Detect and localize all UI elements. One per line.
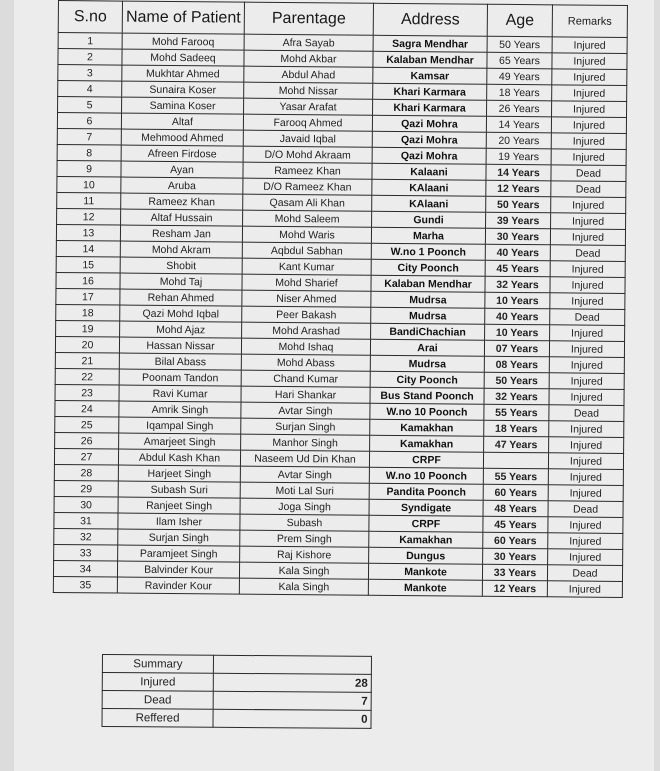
cell-parentage: Niser Ahmed: [242, 290, 371, 307]
cell-sno: 13: [56, 224, 120, 241]
cell-remarks: Injured: [552, 37, 627, 54]
cell-parentage: Avtar Singh: [241, 402, 370, 419]
cell-parentage: Mohd Nissar: [244, 82, 373, 99]
patient-list: [53, 0, 627, 598]
cell-address: Qazi Mohra: [372, 147, 486, 164]
cell-sno: 26: [55, 432, 119, 449]
cell-age: 65 Years: [487, 52, 552, 69]
cell-name: Ravinder Kour: [117, 577, 239, 594]
table-header-row: [58, 1, 627, 38]
cell-name: Hassan Nissar: [119, 337, 241, 354]
cell-sno: 29: [54, 480, 118, 497]
header-remarks: Remarks: [552, 5, 627, 38]
cell-sno: 28: [54, 464, 118, 481]
cell-sno: 30: [54, 496, 118, 513]
cell-age: 26 Years: [487, 100, 552, 117]
cell-name: Surjan Singh: [118, 529, 240, 546]
cell-parentage: Rameez Khan: [243, 162, 372, 179]
cell-sno: 15: [56, 256, 120, 273]
cell-name: Subash Suri: [118, 481, 240, 498]
cell-address: Dungus: [369, 547, 483, 564]
cell-age: 10 Years: [485, 292, 550, 309]
cell-sno: 20: [55, 336, 119, 353]
cell-parentage: Prem Singh: [240, 530, 369, 547]
cell-age: 50 Years: [486, 196, 551, 213]
cell-age: 40 Years: [485, 244, 550, 261]
cell-age: 45 Years: [485, 260, 550, 277]
cell-sno: 22: [55, 368, 119, 385]
cell-address: W.no 10 Poonch: [370, 403, 484, 420]
cell-remarks: Injured: [548, 469, 623, 486]
cell-remarks: Injured: [551, 197, 626, 214]
cell-remarks: Injured: [548, 549, 623, 566]
cell-sno: 32: [54, 528, 118, 545]
cell-remarks: Injured: [550, 261, 625, 278]
summary-value-reffered: 0: [213, 709, 371, 728]
cell-sno: 16: [56, 272, 120, 289]
summary-title-blank: [213, 655, 371, 674]
cell-remarks: Injured: [548, 453, 623, 470]
cell-remarks: Injured: [551, 133, 626, 150]
cell-parentage: Mohd Sharief: [242, 274, 371, 291]
cell-age: 12 Years: [486, 180, 551, 197]
cell-age: 32 Years: [485, 276, 550, 293]
cell-address: Kamakhan: [370, 435, 484, 452]
cell-address: Kamakhan: [370, 419, 484, 436]
cell-age: 60 Years: [483, 484, 548, 501]
cell-address: Kamsar: [373, 67, 487, 84]
cell-remarks: Injured: [552, 69, 627, 86]
cell-sno: 5: [58, 97, 122, 114]
summary-box: [101, 654, 372, 729]
cell-name: Paramjeet Singh: [118, 545, 240, 562]
cell-address: Khari Karmara: [373, 83, 487, 100]
cell-address: W.no 10 Poonch: [369, 467, 483, 484]
cell-sno: 3: [58, 65, 122, 82]
cell-remarks: Dead: [549, 405, 624, 422]
cell-name: Abdul Kash Khan: [118, 449, 240, 466]
cell-remarks: Injured: [551, 117, 626, 134]
cell-remarks: Injured: [548, 533, 623, 550]
cell-remarks: Dead: [551, 181, 626, 198]
cell-parentage: Chand Kumar: [241, 370, 370, 387]
cell-remarks: Injured: [548, 517, 623, 534]
cell-parentage: Hari Shankar: [241, 386, 370, 403]
cell-age: 33 Years: [482, 564, 547, 581]
cell-age: 14 Years: [486, 164, 551, 181]
cell-remarks: Injured: [549, 437, 624, 454]
cell-remarks: Dead: [550, 245, 625, 262]
cell-address: Pandita Poonch: [369, 483, 483, 500]
summary-label-dead: Dead: [102, 691, 213, 710]
cell-parentage: Aqbdul Sabhan: [242, 242, 371, 259]
cell-name: Shobit: [120, 257, 242, 274]
cell-remarks: Injured: [549, 421, 624, 438]
cell-address: Mudrsa: [370, 355, 484, 372]
cell-address: Kalaani: [372, 163, 486, 180]
cell-parentage: D/O Rameez Khan: [243, 178, 372, 195]
cell-name: Mehmood Ahmed: [121, 129, 243, 146]
cell-sno: 8: [57, 144, 121, 161]
cell-name: Ravi Kumar: [119, 385, 241, 402]
cell-address: KAlaani: [372, 179, 486, 196]
cell-name: Aruba: [121, 177, 243, 194]
cell-name: Ranjeet Singh: [118, 497, 240, 514]
cell-sno: 4: [58, 81, 122, 98]
cell-name: Mohd Farooq: [122, 33, 244, 50]
cell-age: 20 Years: [486, 132, 551, 149]
cell-name: Poonam Tandon: [119, 369, 241, 386]
cell-sno: 25: [55, 416, 119, 433]
cell-name: Afreen Firdose: [121, 145, 243, 162]
cell-remarks: Injured: [549, 357, 624, 374]
cell-parentage: Farooq Ahmed: [243, 114, 372, 131]
cell-parentage: Mohd Akbar: [244, 50, 373, 67]
cell-parentage: Manhor Singh: [241, 434, 370, 451]
cell-remarks: Dead: [551, 165, 626, 182]
cell-sno: 18: [56, 304, 120, 321]
cell-remarks: Dead: [547, 565, 622, 582]
cell-sno: 6: [57, 113, 121, 130]
cell-address: City Poonch: [371, 259, 485, 276]
cell-remarks: Injured: [551, 213, 626, 230]
cell-parentage: Mohd Arashad: [242, 322, 371, 339]
cell-age: 49 Years: [487, 68, 552, 85]
cell-name: Balvinder Kour: [117, 561, 239, 578]
cell-age: 39 Years: [486, 212, 551, 229]
cell-address: Khari Karmara: [373, 99, 487, 116]
cell-remarks: Injured: [549, 341, 624, 358]
cell-sno: 2: [58, 49, 122, 66]
cell-age: 12 Years: [482, 580, 547, 597]
cell-address: CRPF: [369, 515, 483, 532]
cell-parentage: Qasam Ali Khan: [243, 194, 372, 211]
cell-parentage: Kala Singh: [239, 562, 368, 579]
summary-title: Summary: [102, 655, 213, 674]
cell-name: Bilal Abass: [119, 353, 241, 370]
cell-remarks: Injured: [550, 229, 625, 246]
cell-parentage: Subash: [240, 514, 369, 531]
cell-parentage: Yasar Arafat: [244, 98, 373, 115]
cell-parentage: Javaid Iqbal: [243, 130, 372, 147]
cell-age: 47 Years: [484, 436, 549, 453]
cell-sno: 23: [55, 384, 119, 401]
cell-remarks: Injured: [547, 581, 622, 598]
cell-sno: 24: [55, 400, 119, 417]
cell-address: Kamakhan: [369, 531, 483, 548]
cell-sno: 17: [56, 288, 120, 305]
cell-name: Mohd Taj: [120, 273, 242, 290]
cell-address: Sagra Mendhar: [373, 35, 487, 52]
cell-age: 60 Years: [483, 532, 548, 549]
cell-parentage: Afra Sayab: [244, 34, 373, 51]
cell-age: 50 Years: [484, 372, 549, 389]
cell-name: Iqampal Singh: [119, 417, 241, 434]
cell-sno: 14: [56, 240, 120, 257]
summary-row: [102, 709, 371, 729]
cell-remarks: Injured: [550, 325, 625, 342]
cell-parentage: Raj Kishore: [240, 546, 369, 563]
patient-table: [53, 0, 628, 598]
cell-remarks: Injured: [550, 293, 625, 310]
header-sno: S.no: [58, 1, 122, 34]
cell-name: Mohd Akram: [120, 241, 242, 258]
cell-sno: 9: [57, 160, 121, 177]
cell-sno: 21: [55, 352, 119, 369]
cell-sno: 35: [53, 576, 117, 593]
header-age: Age: [487, 4, 552, 37]
cell-age: 45 Years: [483, 516, 548, 533]
cell-remarks: Dead: [550, 309, 625, 326]
cell-address: Syndigate: [369, 499, 483, 516]
cell-age: 55 Years: [483, 468, 548, 485]
cell-address: Mankote: [368, 579, 482, 596]
cell-parentage: Surjan Singh: [241, 418, 370, 435]
cell-address: CRPF: [369, 451, 483, 468]
cell-sno: 19: [56, 320, 120, 337]
cell-address: Arai: [370, 339, 484, 356]
cell-sno: 10: [57, 176, 121, 193]
cell-sno: 11: [57, 192, 121, 209]
cell-address: Mudrsa: [371, 307, 485, 324]
cell-remarks: Injured: [552, 85, 627, 102]
cell-parentage: Abdul Ahad: [244, 66, 373, 83]
cell-sno: 27: [54, 448, 118, 465]
cell-address: Gundi: [372, 211, 486, 228]
cell-age: 07 Years: [484, 340, 549, 357]
cell-remarks: Injured: [551, 149, 626, 166]
cell-address: Kalaban Mendhar: [371, 275, 485, 292]
cell-address: BandiChachian: [371, 323, 485, 340]
cell-address: City Poonch: [370, 371, 484, 388]
cell-remarks: Injured: [548, 485, 623, 502]
cell-age: 30 Years: [485, 228, 550, 245]
cell-age: 50 Years: [487, 36, 552, 53]
cell-remarks: Injured: [552, 53, 627, 70]
cell-name: Altaf: [121, 113, 243, 130]
cell-age: 18 Years: [484, 420, 549, 437]
cell-name: Resham Jan: [120, 225, 242, 242]
cell-name: Ilam Isher: [118, 513, 240, 530]
cell-age: 18 Years: [487, 84, 552, 101]
cell-parentage: Kala Singh: [239, 578, 368, 595]
summary-title-row: [102, 655, 371, 675]
cell-age: 10 Years: [485, 324, 550, 341]
cell-name: Mohd Sadeeq: [122, 49, 244, 66]
cell-address: Mudrsa: [371, 291, 485, 308]
cell-age: 40 Years: [485, 308, 550, 325]
summary-value-injured: 28: [213, 673, 371, 692]
cell-age: 32 Years: [484, 388, 549, 405]
cell-parentage: Mohd Saleem: [243, 210, 372, 227]
cell-name: Amarjeet Singh: [119, 433, 241, 450]
cell-parentage: Kant Kumar: [242, 258, 371, 275]
cell-parentage: Joga Singh: [240, 498, 369, 515]
cell-address: Mankote: [368, 563, 482, 580]
summary-value-dead: 7: [213, 691, 371, 710]
cell-address: Bus Stand Poonch: [370, 387, 484, 404]
cell-address: Qazi Mohra: [372, 115, 486, 132]
cell-age: 14 Years: [486, 116, 551, 133]
cell-remarks: Dead: [548, 501, 623, 518]
header-name: Name of Patient: [122, 1, 244, 34]
cell-address: W.no 1 Poonch: [371, 243, 485, 260]
cell-parentage: Mohd Waris: [242, 226, 371, 243]
cell-parentage: Mohd Abass: [241, 354, 370, 371]
paper-sheet: [14, 0, 654, 771]
cell-name: Qazi Mohd Iqbal: [120, 305, 242, 322]
cell-age: 30 Years: [483, 548, 548, 565]
header-parentage: Parentage: [244, 2, 373, 35]
cell-name: Amrik Singh: [119, 401, 241, 418]
cell-name: Samina Koser: [122, 97, 244, 114]
cell-parentage: Moti Lal Suri: [240, 482, 369, 499]
cell-parentage: Avtar Singh: [240, 466, 369, 483]
summary-row: [102, 673, 371, 693]
summary-row: [102, 691, 371, 711]
cell-age: [483, 452, 548, 469]
cell-address: Kalaban Mendhar: [373, 51, 487, 68]
cell-name: Mohd Ajaz: [120, 321, 242, 338]
cell-parentage: Mohd Ishaq: [241, 338, 370, 355]
cell-sno: 33: [54, 544, 118, 561]
cell-sno: 31: [54, 512, 118, 529]
cell-remarks: Injured: [551, 101, 626, 118]
cell-sno: 12: [57, 208, 121, 225]
cell-remarks: Injured: [549, 373, 624, 390]
header-address: Address: [373, 3, 487, 36]
cell-name: Altaf Hussain: [121, 209, 243, 226]
cell-name: Ayan: [121, 161, 243, 178]
summary-label-injured: Injured: [102, 673, 213, 692]
cell-parentage: Peer Bakash: [242, 306, 371, 323]
cell-name: Mukhtar Ahmed: [122, 65, 244, 82]
cell-name: Rameez Khan: [121, 193, 243, 210]
cell-parentage: D/O Mohd Akraam: [243, 146, 372, 163]
cell-parentage: Naseem Ud Din Khan: [240, 450, 369, 467]
cell-name: Rehan Ahmed: [120, 289, 242, 306]
cell-sno: 7: [57, 128, 121, 145]
summary-table: [101, 654, 372, 729]
cell-age: 48 Years: [483, 500, 548, 517]
cell-name: Harjeet Singh: [118, 465, 240, 482]
cell-name: Sunaira Koser: [122, 81, 244, 98]
cell-sno: 34: [53, 560, 117, 577]
cell-address: Marha: [371, 227, 485, 244]
cell-address: KAlaani: [372, 195, 486, 212]
cell-sno: 1: [58, 33, 122, 50]
summary-label-reffered: Reffered: [102, 709, 213, 728]
cell-remarks: Injured: [550, 277, 625, 294]
cell-remarks: Injured: [549, 389, 624, 406]
cell-age: 08 Years: [484, 356, 549, 373]
cell-age: 55 Years: [484, 404, 549, 421]
cell-address: Qazi Mohra: [372, 131, 486, 148]
cell-age: 19 Years: [486, 148, 551, 165]
